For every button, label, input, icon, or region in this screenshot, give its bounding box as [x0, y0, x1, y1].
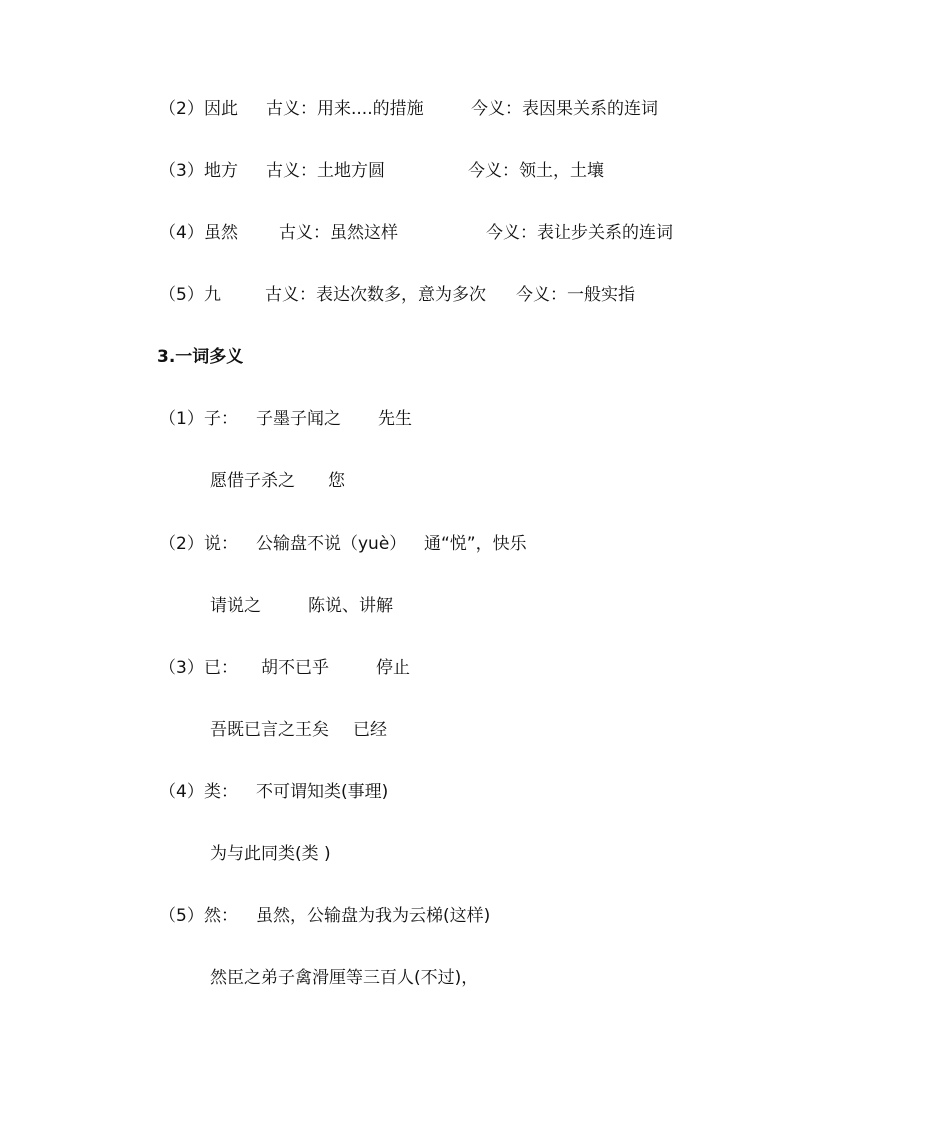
item-number: （5） — [159, 285, 204, 305]
meaning: 先生 — [378, 409, 412, 429]
item-number: （2） — [159, 99, 204, 119]
section-heading-text: 3.一词多义 — [157, 347, 244, 367]
word: 已： — [204, 658, 238, 678]
example: 请说之 — [210, 596, 261, 616]
word: 地方 — [204, 161, 238, 181]
word: 类： — [204, 782, 238, 802]
item-number: （3） — [159, 658, 204, 678]
item-number: （2） — [159, 534, 204, 554]
ancient-meaning: 古义：表达次数多，意为多次 — [265, 285, 486, 305]
item-number: （3） — [159, 161, 204, 181]
item-number: （1） — [159, 409, 204, 429]
meaning: 停止 — [376, 658, 410, 678]
word: 子： — [204, 409, 238, 429]
example: 愿借子杀之 — [210, 471, 295, 491]
example: 胡不已乎 — [261, 658, 329, 678]
word: 因此 — [204, 99, 238, 119]
example: 吾既已言之王矣 — [210, 720, 329, 740]
example: 不可谓知类(事理) — [256, 782, 389, 802]
example: 然臣之弟子禽滑厘等三百人(不过)， — [210, 968, 479, 988]
word: 然： — [204, 906, 238, 926]
modern-meaning: 今义：表因果关系的连词 — [471, 99, 658, 119]
modern-meaning: 今义：领土，土壤 — [468, 161, 604, 181]
item-number: （4） — [159, 782, 204, 802]
meaning: 您 — [328, 471, 345, 491]
example: 子墨子闻之 — [256, 409, 341, 429]
example: 为与此同类(类 ) — [210, 844, 331, 864]
word: 九 — [204, 285, 221, 305]
item-number: （4） — [159, 223, 204, 243]
meaning: 通“悦”，快乐 — [424, 534, 527, 554]
ancient-meaning: 古义：土地方圆 — [266, 161, 385, 181]
ancient-meaning: 古义：用来....的措施 — [266, 99, 424, 119]
meaning: 陈说、讲解 — [308, 596, 393, 616]
item-number: （5） — [159, 906, 204, 926]
meaning: 已经 — [353, 720, 387, 740]
example: 公输盘不说（yuè） — [256, 534, 407, 554]
modern-meaning: 今义：一般实指 — [516, 285, 635, 305]
word: 虽然 — [204, 223, 238, 243]
ancient-meaning: 古义：虽然这样 — [279, 223, 398, 243]
word: 说： — [204, 534, 238, 554]
modern-meaning: 今义：表让步关系的连词 — [486, 223, 673, 243]
example: 虽然，公输盘为我为云梯(这样) — [256, 906, 491, 926]
